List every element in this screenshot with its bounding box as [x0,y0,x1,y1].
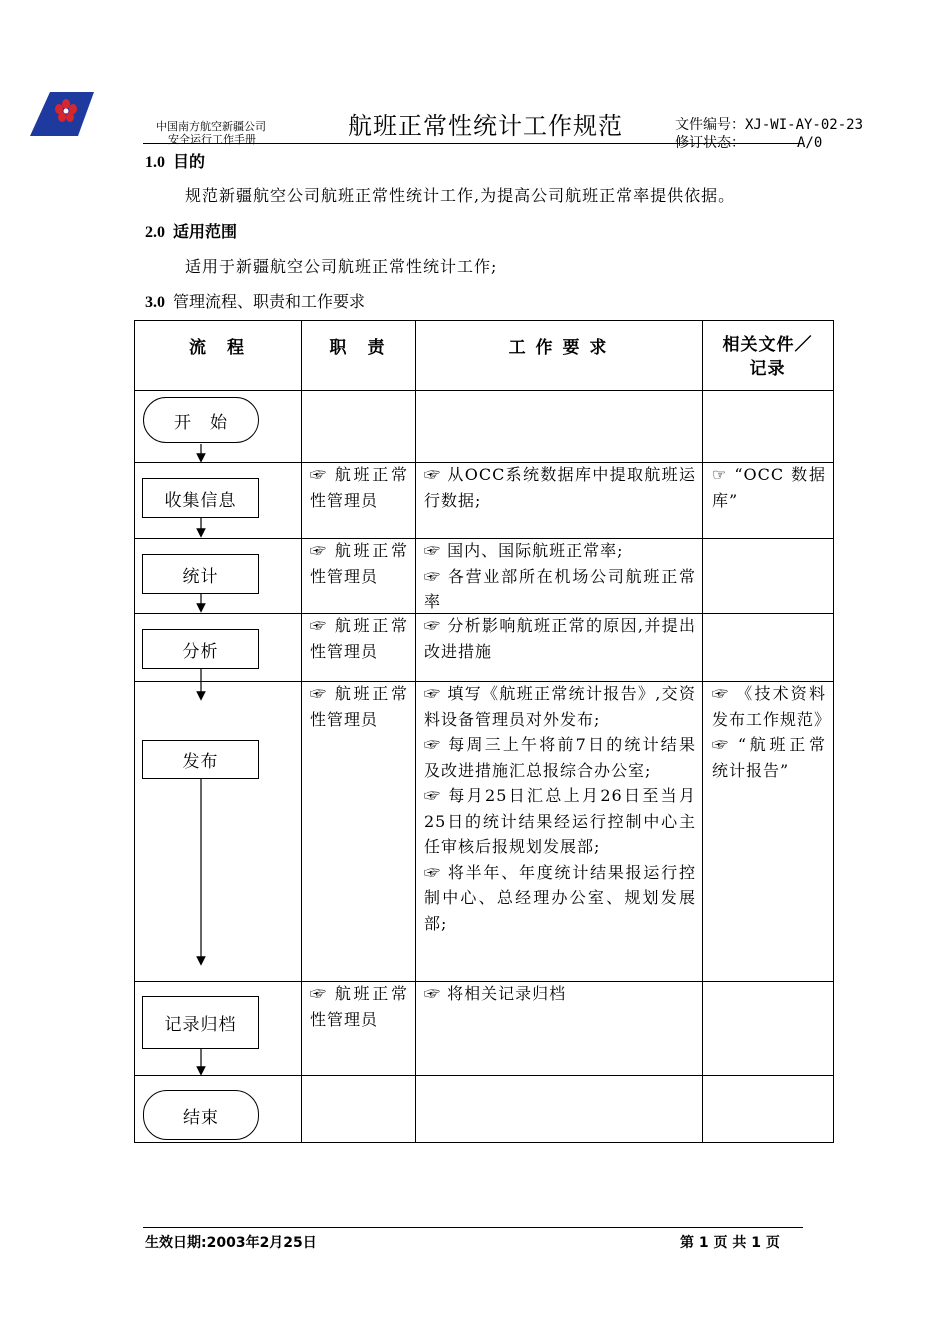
page-number: 第 1 页 共 1 页 [680,1235,780,1251]
header-flow: 流 程 [189,338,246,358]
req-archive: ☞ 将相关记录归档 [424,984,567,1003]
req-publish: ☞ 填写《航班正常统计报告》,交资料设备管理员对外发布; ☞ 每周三上午将前7日的统计结果及改进措施汇总报综合办公室; ☞ 每月25日汇总上月26日至当月25日的统计结果经运行控制中心主任审核后报规划发展部; ☞ 将半年、年度统计结果报运行控制中心、总经理办公室、规划发展部; [424,684,696,933]
duty-archive: ☞ 航班正常性管理员 [310,984,408,1029]
duty-publish: ☞ 航班正常性管理员 [310,684,408,729]
flow-archive: 记录归档 [142,996,259,1049]
airline-logo-icon [28,90,96,138]
company-name: 中国南方航空新疆公司 [156,120,266,133]
flow-publish: 发布 [142,740,259,779]
req-collect: ☞ 从OCC系统数据库中提取航班运行数据; [424,465,696,510]
flow-analysis: 分析 [142,629,259,669]
docs-collect: ☞ “OCC 数据库” [712,465,826,510]
duty-analysis: ☞ 航班正常性管理员 [310,616,408,661]
revision-value: A/0 [797,135,823,151]
footer-divider [143,1227,803,1228]
flow-start: 开 始 [143,397,259,443]
revision-status [675,132,822,152]
document-number: 文件编号：XJ-WI-AY-02-23 [675,117,864,133]
section-2-heading: 2.0 适用范围 [145,222,238,241]
section-1-heading: 1.0 目的 [145,152,206,171]
page-title: 航班正常性统计工作规范 [348,112,623,140]
header-duty: 职 责 [329,338,387,358]
header-related-docs: 相关文件／ 记录 [722,335,813,379]
manual-name: 安全运行工作手册 [168,133,256,146]
section-3-heading: 3.0 管理流程、职责和工作要求 [145,292,366,311]
docs-publish: ☞ 《技术资料发布工作规范》 ☞ “航班正常统计报告” [712,684,832,780]
section-1-text: 规范新疆航空公司航班正常性统计工作,为提高公司航班正常率提供依据。 [185,186,736,205]
section-2-text: 适用于新疆航空公司航班正常性统计工作; [185,257,498,276]
header-divider [143,143,803,144]
effective-date: 生效日期:2003年2月25日 [145,1235,317,1251]
flow-statistics: 统计 [142,554,259,594]
process-table [134,320,834,1142]
flow-end: 结束 [143,1090,259,1140]
duty-collect: ☞ 航班正常性管理员 [310,465,408,510]
flow-collect-info: 收集信息 [142,478,259,518]
revision-label: 修订状态： [675,135,745,151]
req-analysis: ☞ 分析影响航班正常的原因,并提出改进措施 [424,616,696,661]
header-requirements: 工 作 要 求 [508,338,609,358]
duty-statistics: ☞ 航班正常性管理员 [310,541,408,586]
req-statistics: ☞ 国内、国际航班正常率; ☞ 各营业部所在机场公司航班正常率 [424,541,696,611]
